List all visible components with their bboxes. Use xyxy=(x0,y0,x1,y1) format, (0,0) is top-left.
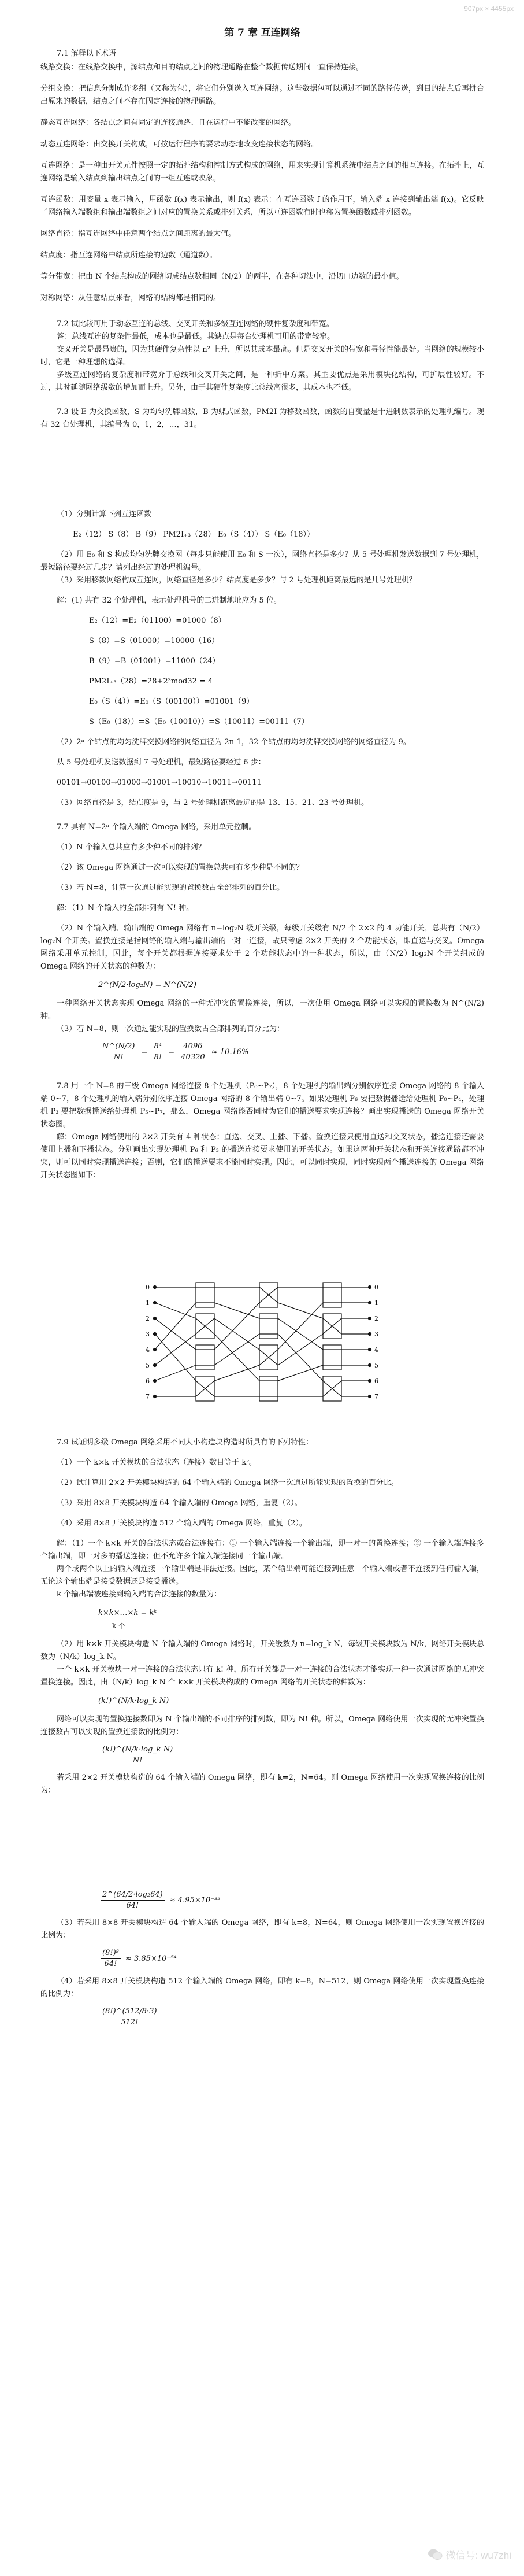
shuffle-wire xyxy=(278,1303,323,1350)
answer-paragraph: 从 5 号处理机发送数据到 7 号处理机，最短路径要经过 6 步： xyxy=(57,758,266,767)
sub-question: （4）采用 8×8 开关模块构造 512 个输入端的 Omega 网络，重复（2）。 xyxy=(57,1519,307,1528)
shuffle-wire xyxy=(214,1334,259,1381)
output-port-label: 6 xyxy=(374,1377,378,1385)
term-definition: 结点度：指互连网络中结点所连接的边数（通道数）。 xyxy=(40,251,217,260)
switch-box xyxy=(196,1283,214,1307)
answer-line: B（9）=B（01001）=11000（24） xyxy=(89,657,220,666)
term-definition: 分组交换：把信息分割成许多组（又称为包），将它们分别送入互连网络。这些数据包可以通过不同的路径传送，到目的结点后再拼合出原来的数据，结点之间不存在固定连接的物理通路。 xyxy=(40,84,484,106)
term-definition: 网络直径：指互连网络中任意两个结点之间距离的最大值。 xyxy=(40,230,236,238)
answer-paragraph: （2）N 个输入端、输出端的 Omega 网络有 n=log₂N 级开关级，每级开关级有 N/2 个 2×2 的 4 功能开关，总共有（N/2）log₂N 个开关。置换连接是指网络的输入端与输出端的一对一连接，故只考虑 2×2 开关的 2 个功能状态，即直送与交叉。Omega 网络采用单元控制，因此，每个开关都根据连接要求处于 2 个功能状态中的一种状态，所以，由（N/2）log₂N 个开关组成的 Omega 网络的开关状态的种数为： xyxy=(40,924,484,971)
shuffle-wire xyxy=(155,1334,196,1381)
answer-paragraph: （2）用 k×k 开关模块构造 N 个输入端的 Omega 网络时，开关级数为 n=log_k N，每级开关模块数为 N/k，网络开关模块总数为（N/k）log_k N。 xyxy=(40,1640,484,1661)
frac-num: 4096 xyxy=(179,1041,206,1052)
answer-line: S（E₀（18））=S（E₀（10010））=S（10011）=00111（7） xyxy=(89,718,309,726)
formula-underbrace-label: k 个 xyxy=(112,1622,126,1630)
image-size-indicator xyxy=(0,0,524,17)
formula-result: ≈ 3.85×10⁻⁵⁴ xyxy=(125,1954,177,1963)
input-port-label: 0 xyxy=(146,1284,150,1291)
shuffle-wire xyxy=(278,1334,323,1365)
term-definition: 互连函数：用变量 x 表示输入，用函数 f(x) 表示输出，则 f(x) 表示：在互连函数 f 的作用下，输入端 x 连接到输出端 f(x)。它反映了网络输入端数组和输出端数组之间对应的置换关系或排列关系，所以互连函数有时也称为置换函数或排列函数。 xyxy=(40,195,484,217)
answer-paragraph: （2）2ⁿ 个结点的均匀洗牌交换网络的网络直径为 2n-1，32 个结点的均匀洗牌交换网络的网络直径为 9。 xyxy=(57,738,411,746)
frac-num: 2^(64/2·log₂64) xyxy=(101,1890,165,1901)
input-port-label: 5 xyxy=(146,1362,150,1369)
answer-paragraph: 多级互连网络的复杂度和带宽介于总线和交叉开关之间，是一种折中方案。其主要优点是采用模块化结构，可扩展性较好。不过，其时延随网络级数的增加而上升。另外，由于其硬件复杂度比总线高很多，其成本也不低。 xyxy=(40,371,484,392)
input-port-label: 1 xyxy=(146,1299,150,1307)
sub-question: （3）采用移数网络构成互连网，网络直径是多少？结点度是多少？与 2 号处理机距离最远的是几号处理机？ xyxy=(57,576,417,585)
shuffle-wire xyxy=(155,1303,196,1350)
shuffle-wire xyxy=(278,1334,323,1381)
shuffle-wire xyxy=(155,1303,196,1318)
shuffle-wire xyxy=(214,1365,259,1381)
input-port-label: 3 xyxy=(146,1330,150,1338)
answer-line: S（8）=S（01000）=10000（16） xyxy=(89,637,220,645)
formula-legal-states xyxy=(98,1607,484,1632)
answer-paragraph: 网络可以实现的置换连接数即为 N 个输出端的不同排序的排列数，即为 N! 种。所以，Omega 网络使用一次实现的无冲突置换连接数占可以实现的置换连接数的比例为： xyxy=(40,1715,484,1736)
wechat-watermark xyxy=(428,2547,511,2562)
input-port-label: 7 xyxy=(146,1393,150,1400)
output-port-label: 1 xyxy=(374,1299,378,1307)
formula-switch-states: 2^(N/2·log₂N) = N^(N/2) xyxy=(98,981,196,989)
shuffle-wire xyxy=(155,1318,196,1350)
question-7-8-heading: 7.8 用一个 N=8 的三级 Omega 网络连接 8 个处理机（P₀~P₇），8 个处理机的输出端分别依序连接 Omega 网络的 8 个输入端 0~7，8 个处理机的输入端分别依序连接 Omega 网络的 8 个输出端 0~7。如果处理机 P₆ 要把数据播送给处理机 P₀~P₄，处理机 P₃ 要把数据播送给处理机 P₅~P₇，那么，Omega 网络能否同时为它们的播送要求实现连接？画出实现播送的 Omega 网络开关状态图。 xyxy=(40,1082,484,1129)
answer-intro: 解：(1) 共有 32 个处理机，表示处理机号的二进制地址应为 5 位。 xyxy=(57,596,281,605)
answer-paragraph: （3）网络直径是 3，结点度是 9，与 2 号处理机距离最远的是 13、15、21、23 号处理机。 xyxy=(57,799,369,807)
switch-box xyxy=(259,1376,278,1401)
shuffle-wire xyxy=(214,1303,259,1350)
frac-den: 40320 xyxy=(181,1053,205,1062)
answer-paragraph: 交叉开关是最昂贵的，因为其硬件复杂性以 n² 上升，所以其成本最高。但是交叉开关的带宽和寻径性能最好。当网络的规模较小时，它是一种理想的选择。 xyxy=(40,345,484,367)
answer-paragraph: （3）若采用 8×8 开关模块构造 64 个输入端的 Omega 网络，即有 k=8，N=64，则 Omega 网络使用一次实现置换连接的比例为： xyxy=(40,1919,484,1940)
formula-percentage: $\frac{N\^{}(N/2)}{N!}$ = $\frac{\text{8⁴}}{8!}$ = $\frac{4096}{40320}$ ≈ 10.16% xyxy=(98,1041,484,1063)
formula-ratio-8x8-64 xyxy=(98,1948,484,1969)
output-port-label: 7 xyxy=(374,1393,378,1400)
watermark-text: 微信号: wu7zhi xyxy=(445,2550,511,2561)
sub-question: （1）N 个输入总共应有多少种不同的排列？ xyxy=(57,843,206,852)
sub-question: （2）试计算用 2×2 开关模块构造的 64 个输入端的 Omega 网络一次通过所能实现的置换的百分比。 xyxy=(57,1479,399,1487)
image-size-label: 907px × 4455px xyxy=(464,5,514,13)
answer-line: E₂（12）=E₂（01100）=01000（8） xyxy=(89,616,226,625)
answer-line: PM2I₊₃（28）=28+2³mod32 = 4 xyxy=(89,677,213,686)
switch-box xyxy=(259,1314,278,1339)
answer-paragraph: 解：（1）一个 k×k 开关的合法状态或合法连接有：① 一个输入端连接一个输出端，即一对一的置换连接；② 一个输入端连接多个输出端，即一对多的播送连接；但不允许多个输入端连接同一个输出端。 xyxy=(40,1539,484,1561)
input-port-label: 4 xyxy=(146,1346,150,1354)
question-7-1-heading: 7.1 解释以下术语 xyxy=(57,49,116,58)
answer-paragraph: （3）若 N=8，则一次通过能实现的置换数占全部排列的百分比为： xyxy=(57,1025,284,1033)
term-definition: 互连网络：是一种由开关元件按照一定的拓扑结构和控制方式构成的网络，用来实现计算机系统中结点之间的相互连接。在拓扑上，互连网络是输入结点到输出结点之间的一组互连或映象。 xyxy=(40,161,484,183)
frac-den: 64! xyxy=(104,1960,117,1968)
term-definition: 等分带宽：把由 N 个结点构成的网络切成结点数相同（N/2）的两半，在各种切法中，沿切口边数的最小值。 xyxy=(40,272,404,281)
sub-question: （3）若 N=8，计算一次通过能实现的置换数占全部排列的百分比。 xyxy=(57,884,284,892)
frac-num: N^(N/2) xyxy=(101,1041,136,1052)
frac-num: 8⁴ xyxy=(153,1041,164,1052)
shuffle-wire xyxy=(155,1365,196,1381)
output-port-label: 5 xyxy=(374,1362,378,1369)
frac-den: 8! xyxy=(154,1053,162,1062)
question-7-3-heading: 7.3 设 E 为交换函数，S 为均匀洗牌函数，B 为蝶式函数，PM2I 为移数函数，函数的自变量是十进制数表示的处理机编号。现有 32 台处理机，其编号为 0，1，2，…，31。 xyxy=(40,408,484,429)
frac-den: N! xyxy=(113,1053,124,1062)
frac-den: 512! xyxy=(121,2018,139,2027)
term-definition: 线路交换：在线路交换中，源结点和目的结点之间的物理通路在整个数据传送期间一直保持连接。 xyxy=(40,63,364,72)
question-7-2-heading: 7.2 试比较可用于动态互连的总线、交叉开关和多级互连网络的硬件复杂度和带宽。 xyxy=(57,320,334,328)
output-port-label: 3 xyxy=(374,1330,378,1338)
omega-network-diagram xyxy=(141,1274,384,1419)
sub-question: （2）用 E₀ 和 S 构成均匀洗牌交换网（每步只能使用 E₀ 和 S 一次），网络直径是多少？从 5 号处理机发送数据到 7 号处理机，最短路径要经过几步？请列出经过的处理机编号。 xyxy=(40,550,484,572)
shuffle-wire xyxy=(214,1303,259,1318)
answer-paragraph: k 个输出端被连接到输入端的合法连接的数量为： xyxy=(57,1590,222,1599)
term-definition: 对称网络：从任意结点来看，网络的结构都是相同的。 xyxy=(40,294,221,302)
sub-question: （2）该 Omega 网络通过一次可以实现的置换总共可有多少种是不同的？ xyxy=(57,863,304,872)
input-port-label: 2 xyxy=(146,1315,150,1322)
answer-paragraph: 解：Omega 网络使用的 2×2 开关有 4 种状态：直送、交叉、上播、下播。置换连接只使用直送和交叉状态，播送连接还需要使用上播和下播状态。分别画出实现处理机 P₆ 和 P₃ 的播送连接要求使用的开关状态。如果这两种开关状态和开关连接通路都不冲突，则可以同时实现播送连接；否则，它们的播送要求不能同时实现。因此，可以同时实现，同时实现两个播送连接的 Omega 网络开关状态图如下： xyxy=(40,1133,484,1180)
answer-paragraph: 一个 k×k 开关模块一对一连接的合法状态只有 k! 种，所有开关都是一对一连接的合法状态才能实现一种一次通过网络的无冲突置换连接。因此，由（N/k）log_k N 个 k×k 开关模块构成的 Omega 网络的开关状态的种数为： xyxy=(40,1665,484,1687)
shuffle-wire xyxy=(214,1318,259,1350)
formula-switch-count: (k!)^(N/k·log_k N) xyxy=(98,1697,169,1705)
switch-box xyxy=(323,1345,341,1370)
sub-question: （1）分别计算下列互连函数 xyxy=(57,510,152,519)
wechat-icon xyxy=(428,2548,443,2561)
answer-paragraph: 一种网络开关状态实现 Omega 网络的一种无冲突的置换连接，所以，一次使用 Omega 网络可以实现的置换数为 N^(N/2) 种。 xyxy=(40,999,484,1021)
formula-ratio-2x2 xyxy=(98,1890,484,1911)
switch-box xyxy=(196,1345,214,1370)
formula-result: ≈ 4.95×10⁻³² xyxy=(169,1896,221,1905)
frac-den: 64! xyxy=(126,1901,139,1910)
input-port-label: 6 xyxy=(146,1377,150,1385)
chapter-title: 第 7 章 互连网络 xyxy=(224,27,300,39)
output-port-label: 0 xyxy=(374,1284,378,1291)
shuffle-wire xyxy=(278,1365,323,1381)
output-port-label: 4 xyxy=(374,1346,378,1354)
document-page xyxy=(40,20,484,2034)
switch-box xyxy=(323,1283,341,1307)
formula-line: k×k×…×k = kᵏ xyxy=(98,1609,157,1617)
answer-path: 00101→00100→01000→01001→10010→10011→00111 xyxy=(57,778,262,787)
function-list: E₂（12） S（8） B（9） PM2I₊₃（28） E₀（S（4）） S（E₀（18）） xyxy=(73,530,315,539)
output-port-label: 2 xyxy=(374,1315,378,1322)
frac-num: (8!)^(512/8·3) xyxy=(101,2006,159,2017)
shuffle-wire xyxy=(214,1334,259,1365)
formula-ratio-8x8-512 xyxy=(98,2006,484,2028)
shuffle-wire xyxy=(278,1318,323,1350)
term-definition: 静态互连网络：各结点之间有固定的连接通路、且在运行中不能改变的网络。 xyxy=(40,119,296,127)
answer-paragraph: （4）若采用 8×8 开关模块构造 512 个输入端的 Omega 网络，即有 k=8，N=512，则 Omega 网络使用一次实现置换连接的比例为： xyxy=(40,1977,484,1998)
frac-num: (8!)⁸ xyxy=(101,1948,121,1959)
formula-result: ≈ 10.16% xyxy=(211,1048,249,1056)
frac-den: N! xyxy=(132,1756,143,1765)
frac-num: (k!)^(N/k·log_k N) xyxy=(101,1745,174,1755)
term-definition: 动态互连网络：由交换开关构成，可按运行程序的要求动态地改变连接状态的网络。 xyxy=(40,140,319,149)
sub-question: （1）一个 k×k 开关模块的合法状态（连接）数目等于 kᵏ。 xyxy=(57,1458,257,1467)
answer-paragraph: 若采用 2×2 开关模块构造的 64 个输入端的 Omega 网络，即有 k=2，N=64。则 Omega 网络使用一次实现置换连接的比例为： xyxy=(40,1773,484,1795)
shuffle-wire xyxy=(278,1303,323,1318)
formula-ratio-general xyxy=(98,1745,484,1766)
sub-question: （3）采用 8×8 开关模块构造 64 个输入端的 Omega 网络，重复（2）。 xyxy=(57,1499,302,1507)
answer-paragraph: 两个或两个以上的输入端连接一个输出端是非法连接。因此，某个输出端可能连接到任意一个输入端或者不连接到任何输入端，无论这个输出端是接受数据还是接受播送。 xyxy=(40,1565,484,1586)
answer-paragraph: 答：总线互连的复杂性最低，成本也是最低。其缺点是每台处理机可用的带宽较窄。 xyxy=(57,332,335,341)
question-7-9-heading: 7.9 试证明多级 Omega 网络采用不同大小构造块构造时所具有的下列特性： xyxy=(57,1438,313,1447)
answer-line: E₀（S（4））=E₀（S（00100））=01001（9） xyxy=(89,697,254,706)
question-7-7-heading: 7.7 具有 N=2ⁿ 个输入端的 Omega 网络，采用单元控制。 xyxy=(57,823,257,831)
answer-paragraph: 解：（1）N 个输入的全部排列有 N! 种。 xyxy=(57,904,194,912)
shuffle-wire xyxy=(155,1334,196,1365)
